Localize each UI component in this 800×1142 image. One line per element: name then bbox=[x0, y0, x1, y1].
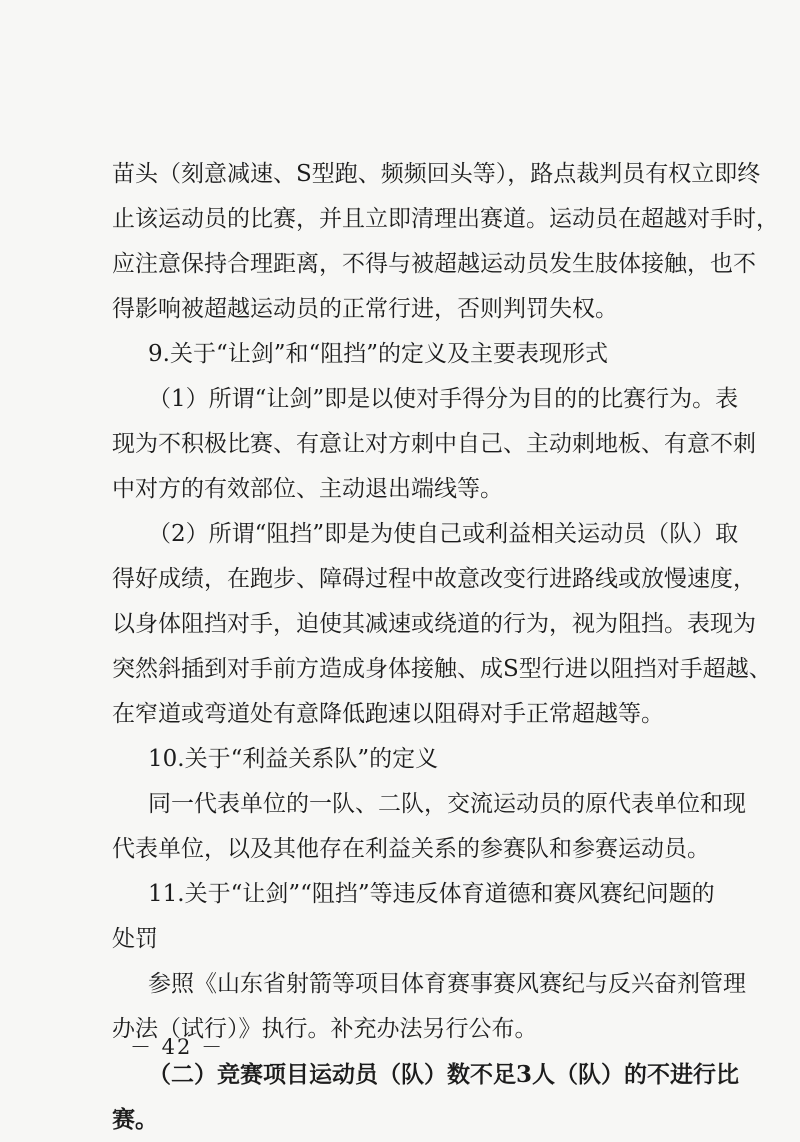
section-heading: 9.关于“让剑”和“阻挡”的定义及主要表现形式 bbox=[148, 341, 608, 367]
page-number: － 42 － bbox=[130, 1035, 225, 1059]
text-line: 苗头（刻意减速、S型跑、频频回头等），路点裁判员有权立即终 bbox=[112, 161, 761, 187]
text-line: 代表单位，以及其他存在利益关系的参赛队和参赛运动员。 bbox=[112, 836, 710, 862]
text-line: 办法（试行）》执行。补充办法另行公布。 bbox=[112, 1016, 538, 1042]
section-heading: 11.关于“让剑”“阻挡”等违反体育道德和赛风赛纪问题的 bbox=[148, 881, 715, 907]
text-line: 同一代表单位的一队、二队，交流运动员的原代表单位和现 bbox=[148, 791, 746, 817]
section-heading: 10.关于“利益关系队”的定义 bbox=[148, 746, 439, 772]
section-heading: 处罚 bbox=[112, 926, 158, 952]
text-line: 突然斜插到对手前方造成身体接触、成S型行进以阻挡对手超越、 bbox=[112, 656, 772, 682]
text-line: 现为不积极比赛、有意让对方刺中自己、主动刺地板、有意不刺 bbox=[112, 431, 756, 457]
text-line: （2）所谓“阻挡”即是为使自己或利益相关运动员（队）取 bbox=[148, 521, 739, 547]
text-line: 以身体阻挡对手，迫使其减速或绕道的行为，视为阻挡。表现为 bbox=[112, 611, 756, 637]
text-line: 得影响被超越运动员的正常行进，否则判罚失权。 bbox=[112, 296, 618, 322]
text-line: 止该运动员的比赛，并且立即清理出赛道。运动员在超越对手时， bbox=[112, 206, 779, 232]
body-text bbox=[112, 152, 779, 1142]
text-line: 得好成绩，在跑步、障碍过程中故意改变行进路线或放慢速度， bbox=[112, 566, 756, 592]
text-line: 中对方的有效部位、主动退出端线等。 bbox=[112, 476, 503, 502]
subsection-heading: 赛。 bbox=[112, 1106, 158, 1133]
text-line: 应注意保持合理距离，不得与被超越运动员发生肢体接触，也不 bbox=[112, 251, 756, 277]
text-line: （1）所谓“让剑”即是以使对手得分为目的的比赛行为。表 bbox=[148, 386, 739, 412]
text-line: 在窄道或弯道处有意降低跑速以阻碍对手正常超越等。 bbox=[112, 701, 664, 727]
subsection-heading: （二）竞赛项目运动员（队）数不足3人（队）的不进行比 bbox=[148, 1061, 740, 1088]
text-line: 参照《山东省射箭等项目体育赛事赛风赛纪与反兴奋剂管理 bbox=[148, 971, 746, 997]
